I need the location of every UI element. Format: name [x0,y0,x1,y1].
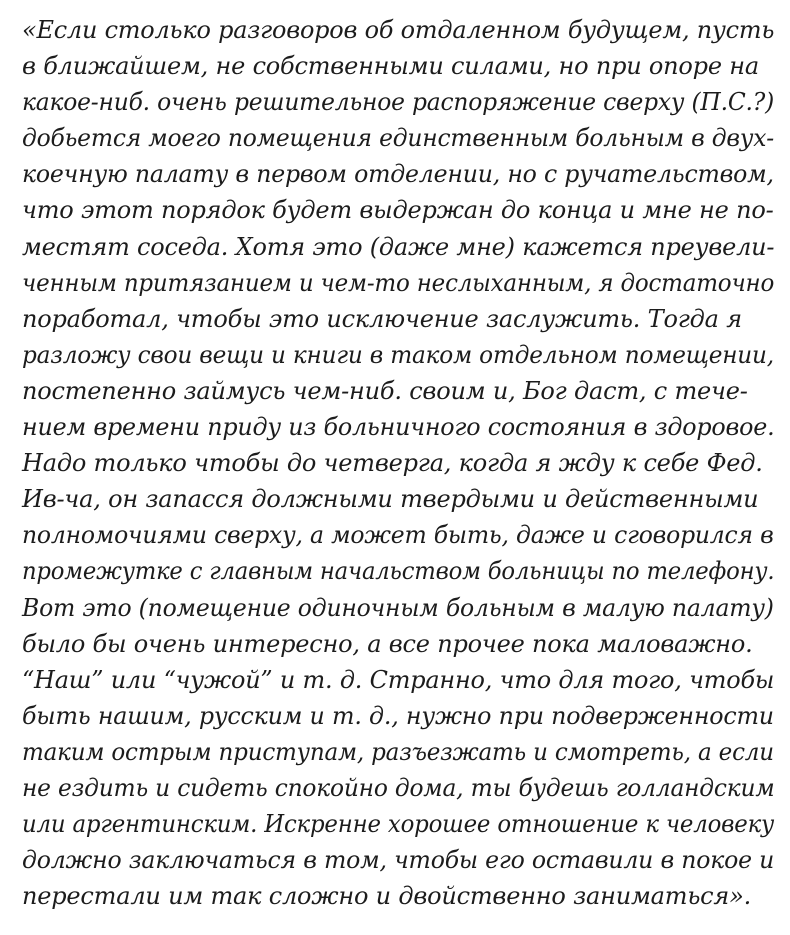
text-line: нием времени приду из больничного состояния в здоровое. [22,413,775,442]
text-line: коечную палату в первом отделении, но с ручательством, [22,160,774,189]
text-line: постепенно займусь чем-ниб. своим и, Бог даст, с тече- [22,376,748,405]
text-line: или аргентинским. Искренне хорошее отношение к человеку [22,810,775,839]
letter-text [22,12,774,914]
text-line: таким острым приступам, разъезжать и смотреть, а если [22,737,774,766]
text-line: полномочиями сверху, а может быть, даже и сговорился в [22,521,774,550]
text-line: Ив-ча, он запасся должными твердыми и действенными [22,485,759,514]
text-line: поработал, чтобы это исключение заслужить. Тогда я [22,304,742,333]
text-line: разложу свои вещи и книги в таком отдельном помещении, [22,340,774,369]
text-line: “Наш” или “чужой” и т. д. Странно, что для того, чтобы [22,665,775,694]
text-line: было бы очень интересно, а все прочее пока маловажно. [22,629,753,658]
text-line: Вот это (помещение одиночным больным в малую палату) [22,593,774,622]
text-line: быть нашим, русским и т. д., нужно при подверженности [22,701,774,730]
text-line: перестали им так сложно и двойственно заниматься». [22,882,752,911]
text-line: ченным притязанием и чем-то неслыханным, я достаточно [22,268,775,297]
text-line: местят соседа. Хотя это (даже мне) кажется преувели- [22,232,775,261]
text-line: что этот порядок будет выдержан до конца и мне не по- [22,196,774,225]
text-line: добьется моего помещения единственным больным в двух- [22,124,774,153]
text-line: Надо только чтобы до четверга, когда я жду к себе Фед. [22,449,763,478]
text-line: в ближайшем, не собственными силами, но при опоре на [22,52,759,81]
text-line: какое-ниб. очень решительное распоряжение сверху (П.С.?) [22,88,775,117]
text-line: промежутке с главным начальством больницы по телефону. [22,557,775,586]
text-line: не ездить и сидеть спокойно дома, ты будешь голландским [22,773,775,802]
text-line: «Если столько разговоров об отдаленном будущем, пусть [22,16,775,44]
text-line: должно заключаться в том, чтобы его оставили в покое и [22,846,775,875]
